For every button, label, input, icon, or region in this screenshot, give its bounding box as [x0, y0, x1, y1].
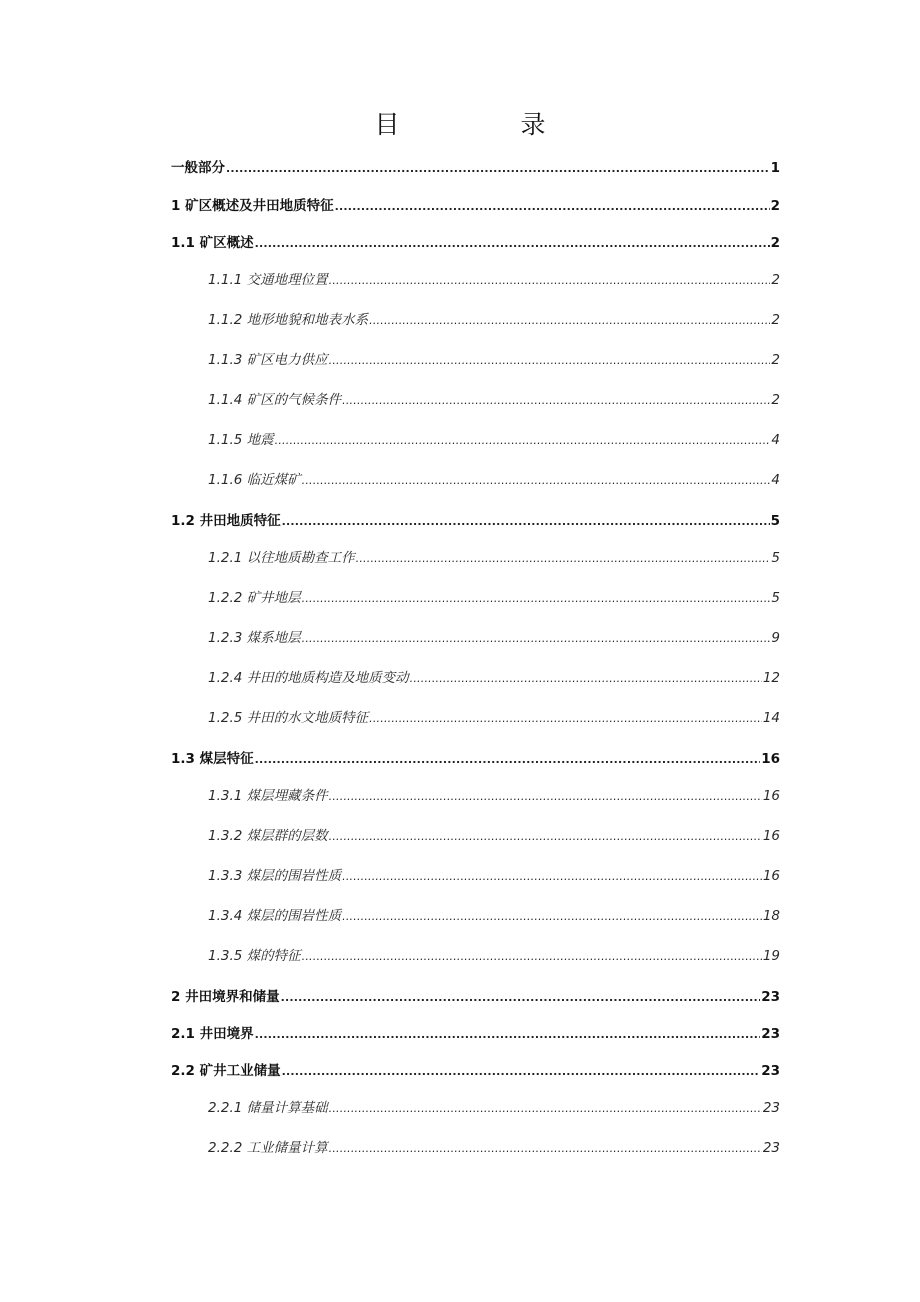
toc-entry-label: 1.1.1 交通地理位置 — [208, 272, 328, 288]
toc-entry-label: 1.2.1 以往地质勘查工作 — [208, 550, 355, 566]
toc-entry[interactable] — [208, 309, 780, 331]
toc-entry-label: 1.1.2 地形地貌和地表水系 — [208, 312, 369, 328]
toc-entry[interactable] — [208, 1137, 780, 1159]
toc-entry[interactable] — [208, 587, 780, 609]
toc-entry[interactable] — [171, 1060, 780, 1082]
toc-entry[interactable] — [208, 269, 780, 291]
toc-entry-label: 2 井田境界和储量 — [171, 989, 280, 1005]
toc-page-number: 2 — [770, 235, 780, 251]
toc-page-number: 23 — [762, 1140, 780, 1156]
dot-leader — [255, 1024, 761, 1045]
toc-entry-label: 1.3.1 煤层埋藏条件 — [208, 788, 328, 804]
dot-leader — [342, 866, 762, 887]
toc-page-number: 23 — [761, 1026, 780, 1042]
toc-entry[interactable] — [208, 707, 780, 729]
toc-entry-label: 一般部分 — [171, 160, 225, 176]
dot-leader — [275, 430, 771, 451]
dot-leader — [329, 1138, 762, 1159]
toc-entry-label: 1.2.3 煤系地层 — [208, 630, 301, 646]
dot-leader — [369, 310, 770, 331]
dot-leader — [369, 708, 762, 729]
dot-leader — [281, 987, 761, 1008]
toc-entry[interactable] — [171, 1023, 780, 1045]
toc-page-number: 5 — [771, 590, 780, 606]
toc-entry[interactable] — [208, 865, 780, 887]
dot-leader — [329, 786, 762, 807]
toc-page-number: 9 — [771, 630, 780, 646]
toc-entry[interactable] — [171, 232, 780, 254]
toc-entry-label: 2.2.1 储量计算基础 — [208, 1100, 328, 1116]
dot-leader — [302, 588, 771, 609]
toc-page-number: 5 — [770, 513, 780, 529]
dot-leader — [255, 749, 761, 770]
toc-page-number: 16 — [762, 828, 780, 844]
dot-leader — [329, 270, 771, 291]
toc-entry[interactable] — [208, 785, 780, 807]
toc-title: 目 录 — [374, 110, 594, 139]
dot-leader — [342, 906, 762, 927]
toc-entry[interactable] — [171, 748, 780, 770]
toc-entry-label: 1.1.4 矿区的气候条件 — [208, 392, 342, 408]
toc-entry-label: 1.3.5 煤的特征 — [208, 948, 301, 964]
toc-entry-label: 1.1.3 矿区电力供应 — [208, 352, 328, 368]
toc-page-number: 2 — [771, 272, 780, 288]
dot-leader — [282, 1061, 761, 1082]
toc-entry-label: 1.3.4 煤层的围岩性质 — [208, 908, 342, 924]
toc-page-number: 23 — [761, 989, 780, 1005]
toc-entry[interactable] — [171, 195, 780, 217]
toc-entry-label: 2.2 矿井工业储量 — [171, 1063, 281, 1079]
toc-entry-label: 1.3.3 煤层的围岩性质 — [208, 868, 342, 884]
toc-entry-label: 2.1 井田境界 — [171, 1026, 254, 1042]
toc-entry-label: 1.1.5 地震 — [208, 432, 274, 448]
toc-entry[interactable] — [208, 825, 780, 847]
toc-entry[interactable] — [208, 667, 780, 689]
toc-entry-label: 1.2.2 矿井地层 — [208, 590, 301, 606]
toc-page-number: 2 — [770, 198, 780, 214]
toc-entry-label: 1.2.4 井田的地质构造及地质变动 — [208, 670, 409, 686]
toc-entry[interactable] — [208, 905, 780, 927]
toc-entry[interactable] — [208, 349, 780, 371]
toc-entry[interactable] — [208, 469, 780, 491]
toc-entry[interactable] — [208, 389, 780, 411]
toc-entry[interactable] — [208, 429, 780, 451]
dot-leader — [226, 158, 770, 179]
toc-page-number: 5 — [771, 550, 780, 566]
dot-leader — [302, 628, 771, 649]
dot-leader — [282, 511, 770, 532]
dot-leader — [329, 1098, 762, 1119]
dot-leader — [255, 233, 770, 254]
toc-entry[interactable] — [208, 1097, 780, 1119]
toc-entry[interactable] — [171, 157, 780, 179]
toc-page-number: 19 — [762, 948, 780, 964]
toc-page-number: 16 — [762, 868, 780, 884]
toc-page-number: 18 — [762, 908, 780, 924]
toc-page-number: 4 — [771, 472, 780, 488]
toc-page-number: 2 — [771, 352, 780, 368]
toc-entry-label: 1.2.5 井田的水文地质特征 — [208, 710, 369, 726]
toc-entry-label: 2.2.2 工业储量计算 — [208, 1140, 328, 1156]
toc-entry-label: 1.2 井田地质特征 — [171, 513, 281, 529]
toc-page-number: 2 — [771, 312, 780, 328]
dot-leader — [342, 390, 770, 411]
toc-entry-label: 1.3.2 煤层群的层数 — [208, 828, 328, 844]
dot-leader — [356, 548, 771, 569]
toc-page-number: 23 — [762, 1100, 780, 1116]
dot-leader — [329, 350, 771, 371]
dot-leader — [329, 826, 762, 847]
toc-entry-label: 1.1.6 临近煤矿 — [208, 472, 301, 488]
toc-page-number: 23 — [761, 1063, 780, 1079]
toc-entry-label: 1.3 煤层特征 — [171, 751, 254, 767]
toc-entry[interactable] — [208, 547, 780, 569]
dot-leader — [335, 196, 770, 217]
toc-page-number: 4 — [771, 432, 780, 448]
toc-page-number: 2 — [771, 392, 780, 408]
toc-entry-label: 1.1 矿区概述 — [171, 235, 254, 251]
dot-leader — [302, 470, 771, 491]
toc-entry[interactable] — [171, 510, 780, 532]
toc-page-number: 16 — [762, 788, 780, 804]
toc-page-number: 14 — [762, 710, 780, 726]
toc-entry[interactable] — [208, 945, 780, 967]
dot-leader — [302, 946, 762, 967]
toc-page-number: 1 — [770, 160, 780, 176]
toc-entry-label: 1 矿区概述及井田地质特征 — [171, 198, 334, 214]
toc-page-number: 16 — [761, 751, 780, 767]
toc-entry[interactable] — [208, 627, 780, 649]
dot-leader — [410, 668, 762, 689]
toc-page-number: 12 — [762, 670, 780, 686]
toc-entry[interactable] — [171, 986, 780, 1008]
